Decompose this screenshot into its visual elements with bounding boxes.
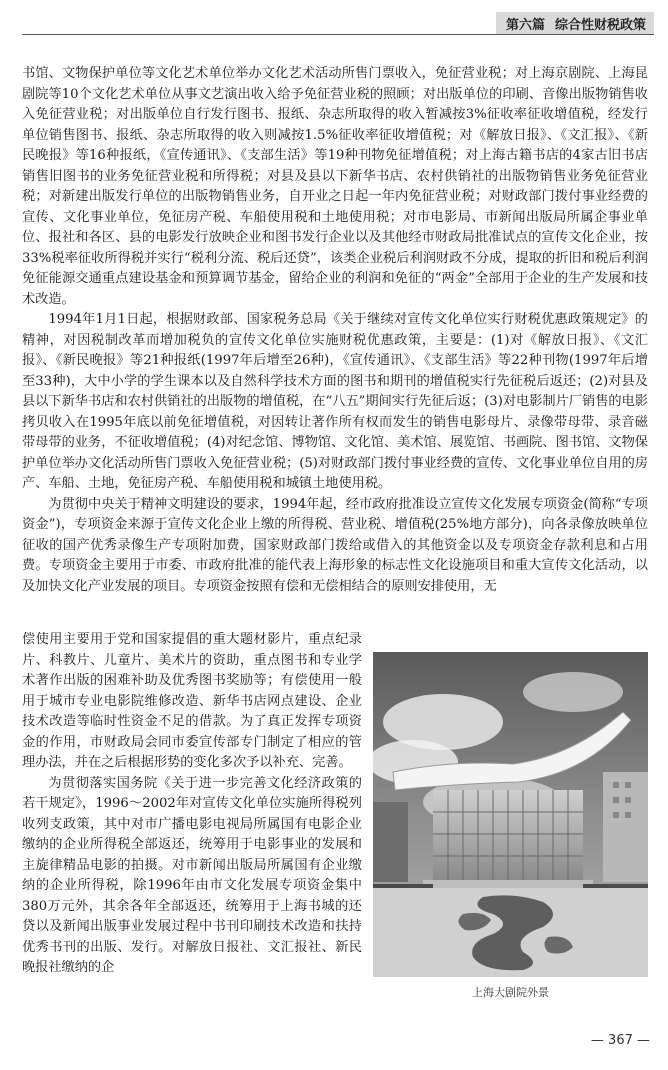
paragraph: 偿使用主要用于党和国家提倡的重大题材影片，重点纪录片、科教片、儿童片、美术片的资助，重点图书和专业学术著作出版的困难补助及优秀图书奖励等；有偿使用一般用于城市专业电影院维修改造、新华书店网点建设、企业技术改造等临时性资金不足的借款。为了真正发挥专项资金的作用，市财政局会同市委宣传部专门制定了相应的管理办法，并在之后根据形势的变化多次予以补充、完善。	[22, 632, 362, 770]
header-rule	[22, 34, 654, 35]
grand-theatre-photo-image	[373, 652, 648, 977]
body-text-wrapped	[22, 630, 362, 979]
header-chapter: 第六篇	[505, 17, 545, 33]
body-text-top	[22, 64, 648, 597]
header-section-title: 综合性财税政策	[554, 17, 646, 33]
figure-caption: 上海大剧院外景	[472, 986, 549, 999]
paragraph: 为贯彻落实国务院《关于进一步完善文化经济政策的若干规定》，1996～2002年对宣传文化单位实施所得税列收列支政策，其中对市广播电影电视局所属国有电影企业缴纳的企业所得税全部返还，统筹用于电影事业的发展和主旋律精品电影的拍摄。对市新闻出版局所属国有企业缴纳的企业所得税，除1996年由市文化发展专项资金集中380万元外，其余各年全部返还，统筹用于上海书城的还贷以及新闻出版事业发展过程中书刊印刷技术改造和扶持优秀书刊的出版、发行。对解放日报社、文汇报社、新民晚报社缴纳的企	[22, 775, 362, 975]
page-number: — 367 —	[590, 1033, 650, 1048]
paragraph: 为贯彻中央关于精神文明建设的要求，1994年起，经市政府批准设立宣传文化发展专项资金(简称“专项资金”)，专项资金来源于宣传文化企业上缴的所得税、营业税、增值税(25%地方部分)，向各录像放映单位征收的国产优秀录像生产专项附加费，国家财政部门拨给或借入的其他资金以及专项资金存款利息和占用费。专项资金主要用于市委、市政府批准的能代表上海形象的标志性文化设施项目和重大宣传文化活动，以及加快文化产业发展的项目。专项资金按照有偿和无偿相结合的原则安排使用，无	[22, 496, 648, 594]
paragraph: 1994年1月1日起，根据财政部、国家税务总局《关于继续对宣传文化单位实行财税优惠政策规定》的精神，对因税制改革而增加税负的宣传文化单位实施财税优惠政策，主要是：(1)对《解放日报》、《文汇报》、《新民晚报》等21种报纸(1997年后增至26种)，《宣传通讯》、《支部生活》等22种刊物(1997年后增至33种)，大中小学的学生课本以及自然科学技术方面的图书和期刊的增值税实行先征税后返还；(2)对县及县以下新华书店和农村供销社的出版物的增值税，在“八五”期间实行先征后返；(3)对电影制片厂销售的电影拷贝收入在1995年底以前免征增值税，对因转让著作所有权而发生的销售电影母片、录像带母带、录音磁带母带的业务，不征收增值税；(4)对纪念馆、博物馆、文化馆、美术馆、展览馆、书画院、图书馆、文物保护单位举办文化活动所售门票收入免征营业税；(5)对财政部门拨付事业经费的宣传、文化事业单位自用的房产、车船、土地，免征房产税、车船使用税和城镇土地使用税。	[22, 312, 648, 491]
theatre-photo	[373, 652, 648, 977]
running-header	[496, 12, 654, 34]
paragraph: 书馆、文物保护单位等文化艺术单位举办文化艺术活动所售门票收入，免征营业税；对上海京剧院、上海昆剧院等10个文化艺术单位从事文艺演出收入给予免征营业税的照顾；对出版单位的印刷、音像出版物销售收入免征营业税；对出版单位自行发行图书、报纸、杂志所取得的收入暂减按3%征收率征收增值税，经发行单位销售图书、报纸、杂志所取得的收入则减按1.5%征收率征收增值税；对《解放日报》、《文汇报》、《新民晚报》等16种报纸，《宣传通讯》、《支部生活》等19种刊物免征增值税；对上海古籍书店的4家古旧书店销售旧图书的业务免征营业税和所得税；对县及县以下新华书店、农村供销社的出版物销售业务免征营业税；对新建出版发行单位的出版物销售业务，自开业之日起一年内免征营业税；对财政部门拨付事业经费的宣传、文化事业单位，免征房产税、车船使用税和土地使用税；对市电影局、市新闻出版局所属企事业单位、报社和各区、县的电影发行放映企业和图书发行企业以及其他经市财政局批准试点的宣传文化企业，按33%税率征收所得税并实行“税利分流、税后还贷”，该类企业税后利润财政不分成，提取的折旧和税后利润免征能源交通重点建设基金和预算调节基金，留给企业的利润和免征的“两金”全部用于企业的生产发展和技术改造。	[22, 66, 648, 307]
